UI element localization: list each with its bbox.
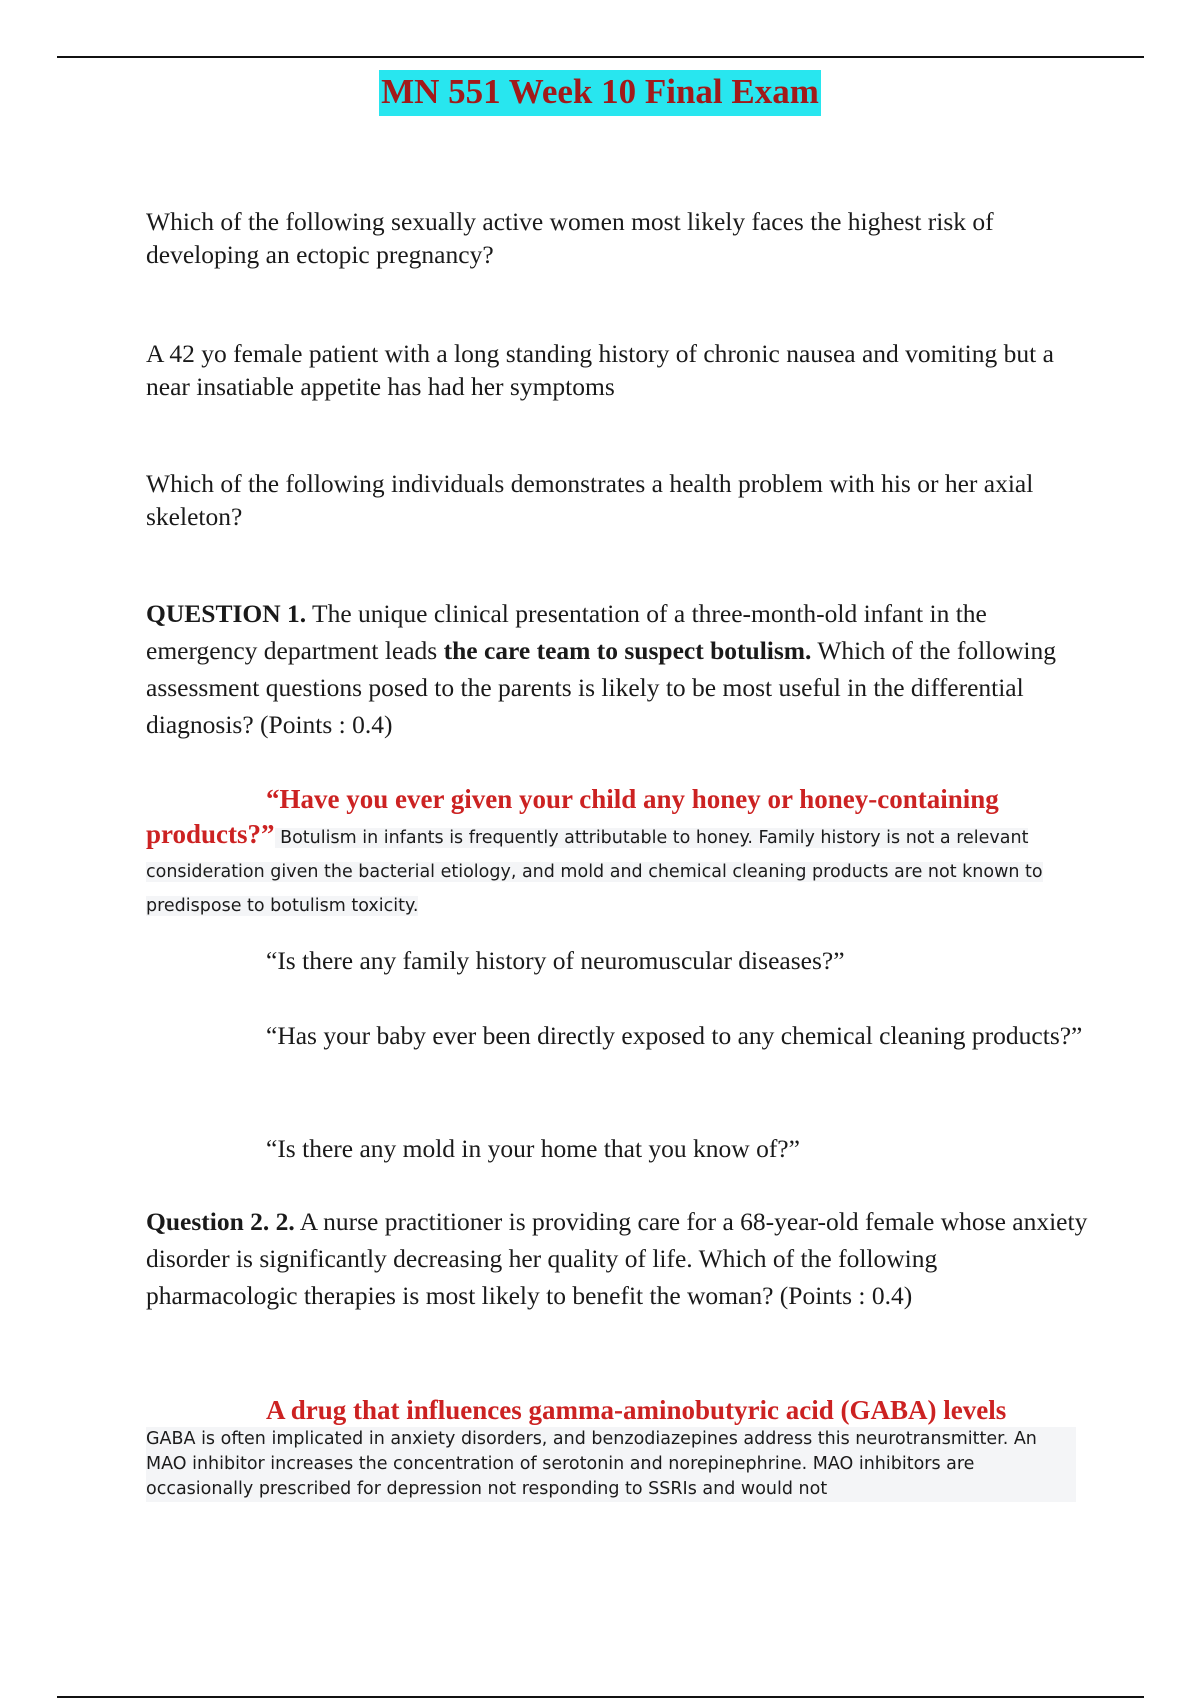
correct-answer-1-part1: “Have you ever given your child any honey or honey-containing (266, 784, 999, 814)
question-2-correct-answer (146, 1393, 1076, 1502)
question-1-correct-answer (146, 781, 1076, 920)
bottom-rule (57, 1696, 1144, 1698)
correct-answer-2: A drug that influences gamma-aminobutyric acid (GABA) levels (266, 1395, 1007, 1425)
answer-option: “Has your baby ever been directly exposed to any chemical cleaning products?” (266, 1021, 1083, 1050)
rationale-1: Botulism in infants is frequently attributable to honey. Family history is not a relevant consideration given the bacterial etiology, and mold and chemical cleaning products are not known to predispose to botulism toxicity. (146, 828, 1043, 916)
intro-question-2: A 42 yo female patient with a long standing history of chronic nausea and vomiting but a near insatiable appetite has had her symptoms (146, 339, 1054, 401)
question-2-label: Question 2. 2. (146, 1207, 295, 1236)
question-1 (146, 595, 1088, 743)
correct-answer-1-part2: products?” (146, 819, 275, 849)
page-title: MN 551 Week 10 Final Exam (379, 70, 821, 116)
question-2-text: A nurse practitioner is providing care for a 68-year-old female whose anxiety disorder is significantly decreasing her quality of life. Which of the following pharmacologic therapies is most likely to benefit the woman? (Points : 0.4) (146, 1207, 1088, 1310)
intro-question-1: Which of the following sexually active women most likely faces the highest risk of developing an ectopic pregnancy? (146, 207, 994, 269)
title-container (0, 70, 1200, 116)
question-1-text-bold: the care team to suspect botulism. (443, 636, 812, 665)
question-1-label: QUESTION 1. (146, 599, 307, 628)
question-2 (146, 1203, 1088, 1314)
question-1-text-after: Which of the following assessment questions posed to the parents is likely to be most useful in the differential diagnosis? (Points : 0.4) (146, 636, 1056, 739)
rationale-2: GABA is often implicated in anxiety disorders, and benzodiazepines address this neurotransmitter. An MAO inhibitor increases the concentration of serotonin and norepinephrine. MAO inhibitors are occasionally prescribed for depression not responding to SSRIs and would not (146, 1427, 1076, 1502)
question-1-text-before: The unique clinical presentation of a three-month-old infant in the emergency department leads (146, 599, 987, 665)
answer-option: “Is there any family history of neuromuscular diseases?” (266, 946, 845, 975)
top-rule (57, 56, 1144, 58)
intro-question-3: Which of the following individuals demonstrates a health problem with his or her axial skeleton? (146, 469, 1034, 531)
answer-option: “Is there any mold in your home that you know of?” (266, 1134, 800, 1163)
